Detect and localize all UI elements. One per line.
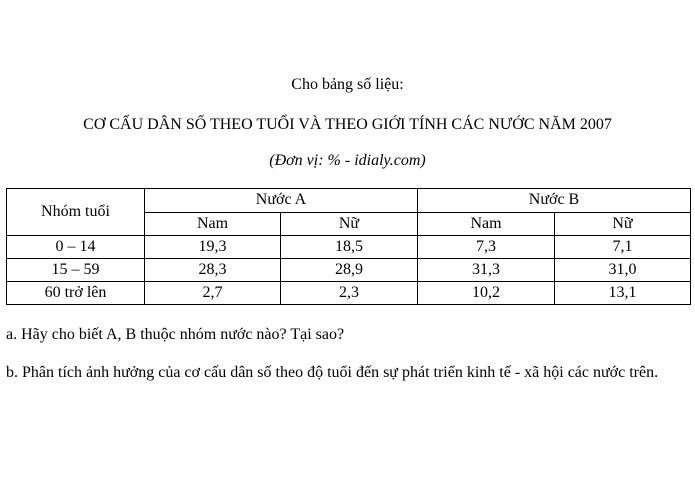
table-cell: 7,1 (555, 236, 691, 259)
age-group-cell: 60 trở lên (7, 282, 145, 305)
age-group-header: Nhóm tuổi (7, 189, 145, 236)
table-cell: 18,5 (281, 236, 418, 259)
country-b-header: Nước B (418, 189, 691, 213)
unit-note: (Đơn vị: % - idialy.com) (269, 152, 426, 169)
table-title: CƠ CẤU DÂN SỐ THEO TUỔI VÀ THEO GIỚI TÍNH CÁC NƯỚC NĂM 2007 (83, 116, 612, 133)
table-cell: 31,3 (418, 259, 555, 282)
gender-header: Nam (418, 212, 555, 236)
gender-header: Nữ (281, 212, 418, 236)
table-cell: 28,9 (281, 259, 418, 282)
table-cell: 13,1 (555, 282, 691, 305)
table-cell: 7,3 (418, 236, 555, 259)
age-group-cell: 0 – 14 (7, 236, 145, 259)
gender-header: Nam (145, 212, 281, 236)
table-cell: 2,7 (145, 282, 281, 305)
table-cell: 19,3 (145, 236, 281, 259)
table-cell: 2,3 (281, 282, 418, 305)
table-header-row (7, 189, 691, 213)
intro-text: Cho bảng số liệu: (291, 76, 404, 93)
question-b: b. Phân tích ảnh hưởng của cơ cấu dân số theo độ tuổi đến sự phát triển kinh tế - xã hội các nước trên. (6, 364, 659, 381)
question-a: a. Hãy cho biết A, B thuộc nhóm nước nào? Tại sao? (6, 326, 345, 343)
table-row (7, 259, 691, 282)
gender-header: Nữ (555, 212, 691, 236)
age-group-cell: 15 – 59 (7, 259, 145, 282)
table-cell: 10,2 (418, 282, 555, 305)
table-row (7, 282, 691, 305)
table-row (7, 236, 691, 259)
country-a-header: Nước A (145, 189, 418, 213)
table-cell: 28,3 (145, 259, 281, 282)
table-cell: 31,0 (555, 259, 691, 282)
population-table (6, 188, 691, 305)
